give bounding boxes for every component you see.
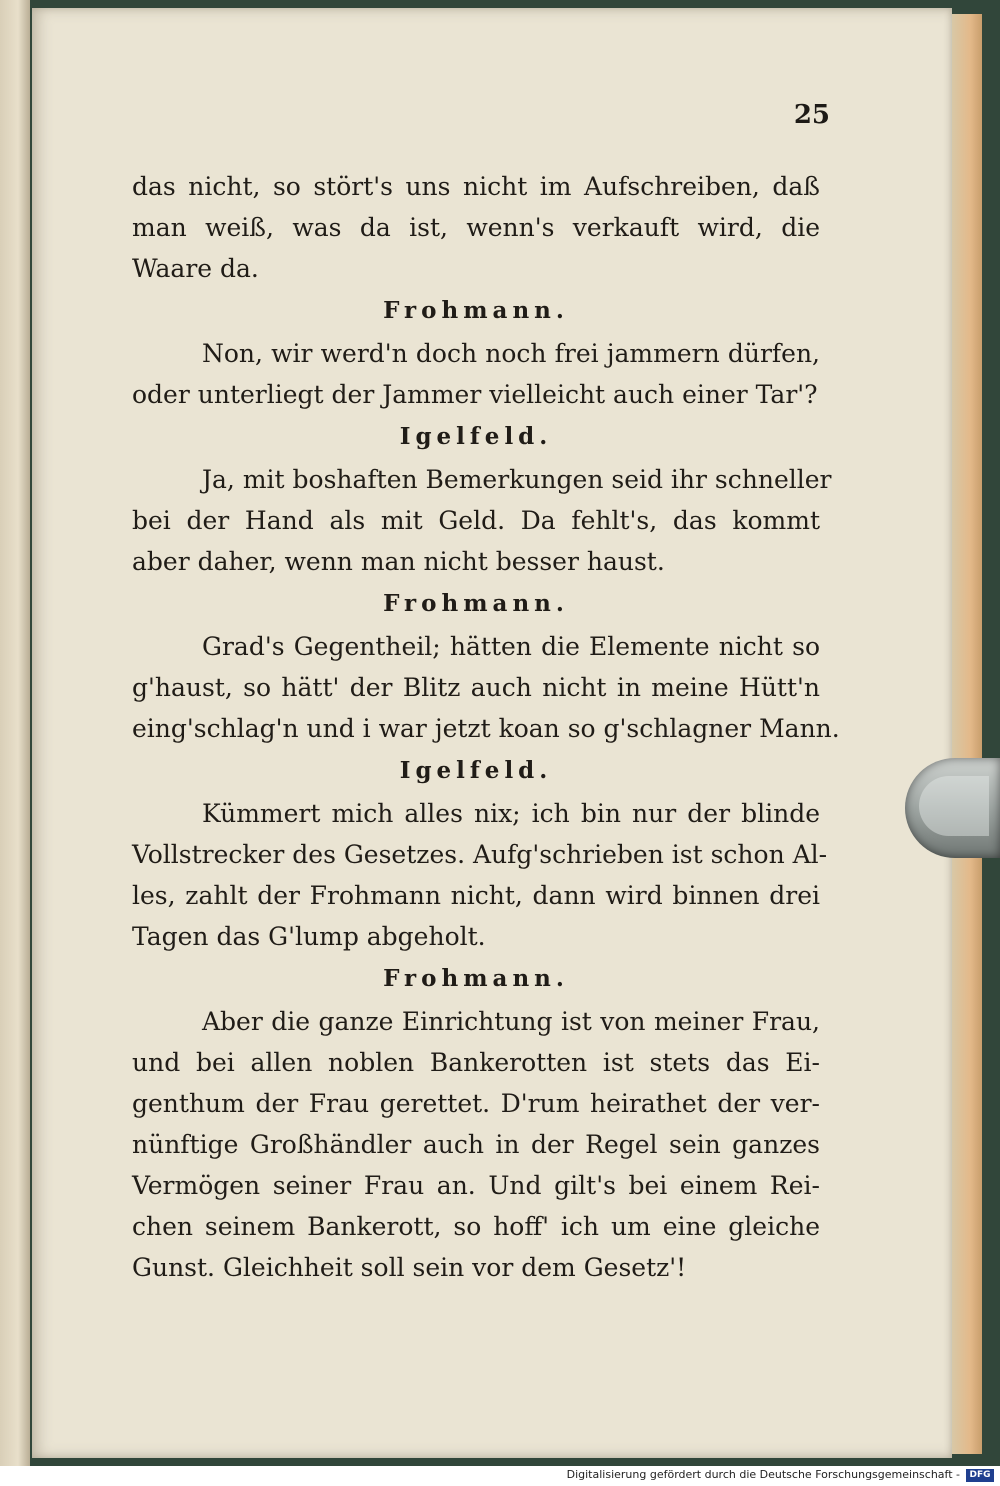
text-line: Vollstrecker des Gesetzes. Aufg'schrieben ist schon Al-	[132, 840, 828, 869]
text-line: g'haust, so hätt' der Blitz auch nicht in meine Hütt'n	[132, 673, 820, 702]
text-line: man weiß, was da ist, wenn's verkauft wird, die	[132, 213, 820, 242]
page-edge-right	[952, 14, 982, 1454]
text-line: Ja, mit boshaften Bemerkungen seid ihr schneller	[202, 465, 832, 494]
text-line: Aber die ganze Einrichtung ist von meiner Frau,	[202, 1007, 820, 1036]
text-line: Grad's Gegentheil; hätten die Elemente nicht so	[202, 632, 820, 661]
page-clip	[905, 758, 1000, 858]
text-line: Non, wir werd'n doch noch frei jammern dürfen,	[202, 339, 820, 368]
speaker-name: Igelfeld.	[399, 757, 553, 784]
dfg-logo: DFG	[966, 1469, 994, 1482]
text-line: oder unterliegt der Jammer vielleicht auch einer Tar'?	[132, 380, 818, 409]
footer-credit: Digitalisierung gefördert durch die Deutsche Forschungsgemeinschaft -	[566, 1468, 960, 1481]
speaker-name: Frohmann.	[383, 590, 569, 617]
page-number: 25	[793, 100, 830, 130]
text-line: chen seinem Bankerott, so hoff' ich um eine gleiche	[132, 1212, 820, 1241]
speaker-name: Igelfeld.	[399, 423, 553, 450]
text-line: Kümmert mich alles nix; ich bin nur der blinde	[202, 799, 820, 828]
text-line: und bei allen noblen Bankerotten ist stets das Ei-	[132, 1048, 820, 1077]
text-line: das nicht, so stört's uns nicht im Aufschreiben, daß	[132, 172, 820, 201]
text-line: Waare da.	[132, 254, 259, 283]
text-line: eing'schlag'n und i war jetzt koan so g'schlagner Mann.	[132, 714, 840, 743]
footer-bar	[0, 1466, 1000, 1486]
left-page-edge	[0, 0, 30, 1466]
text-line: Vermögen seiner Frau an. Und gilt's bei einem Rei-	[132, 1171, 820, 1200]
text-line: aber daher, wenn man nicht besser haust.	[132, 547, 665, 576]
text-line: nünftige Großhändler auch in der Regel sein ganzes	[132, 1130, 820, 1159]
speaker-name: Frohmann.	[383, 297, 569, 324]
text-line: bei der Hand als mit Geld. Da fehlt's, das kommt	[132, 506, 820, 535]
text-line: genthum der Frau gerettet. D'rum heirathet der ver-	[132, 1089, 820, 1118]
text-line: Tagen das G'lump abgeholt.	[132, 922, 486, 951]
speaker-name: Frohmann.	[383, 965, 569, 992]
text-line: Gunst. Gleichheit soll sein vor dem Gesetz'!	[132, 1253, 687, 1282]
text-line: les, zahlt der Frohmann nicht, dann wird binnen drei	[132, 881, 820, 910]
text-block	[132, 166, 840, 1288]
